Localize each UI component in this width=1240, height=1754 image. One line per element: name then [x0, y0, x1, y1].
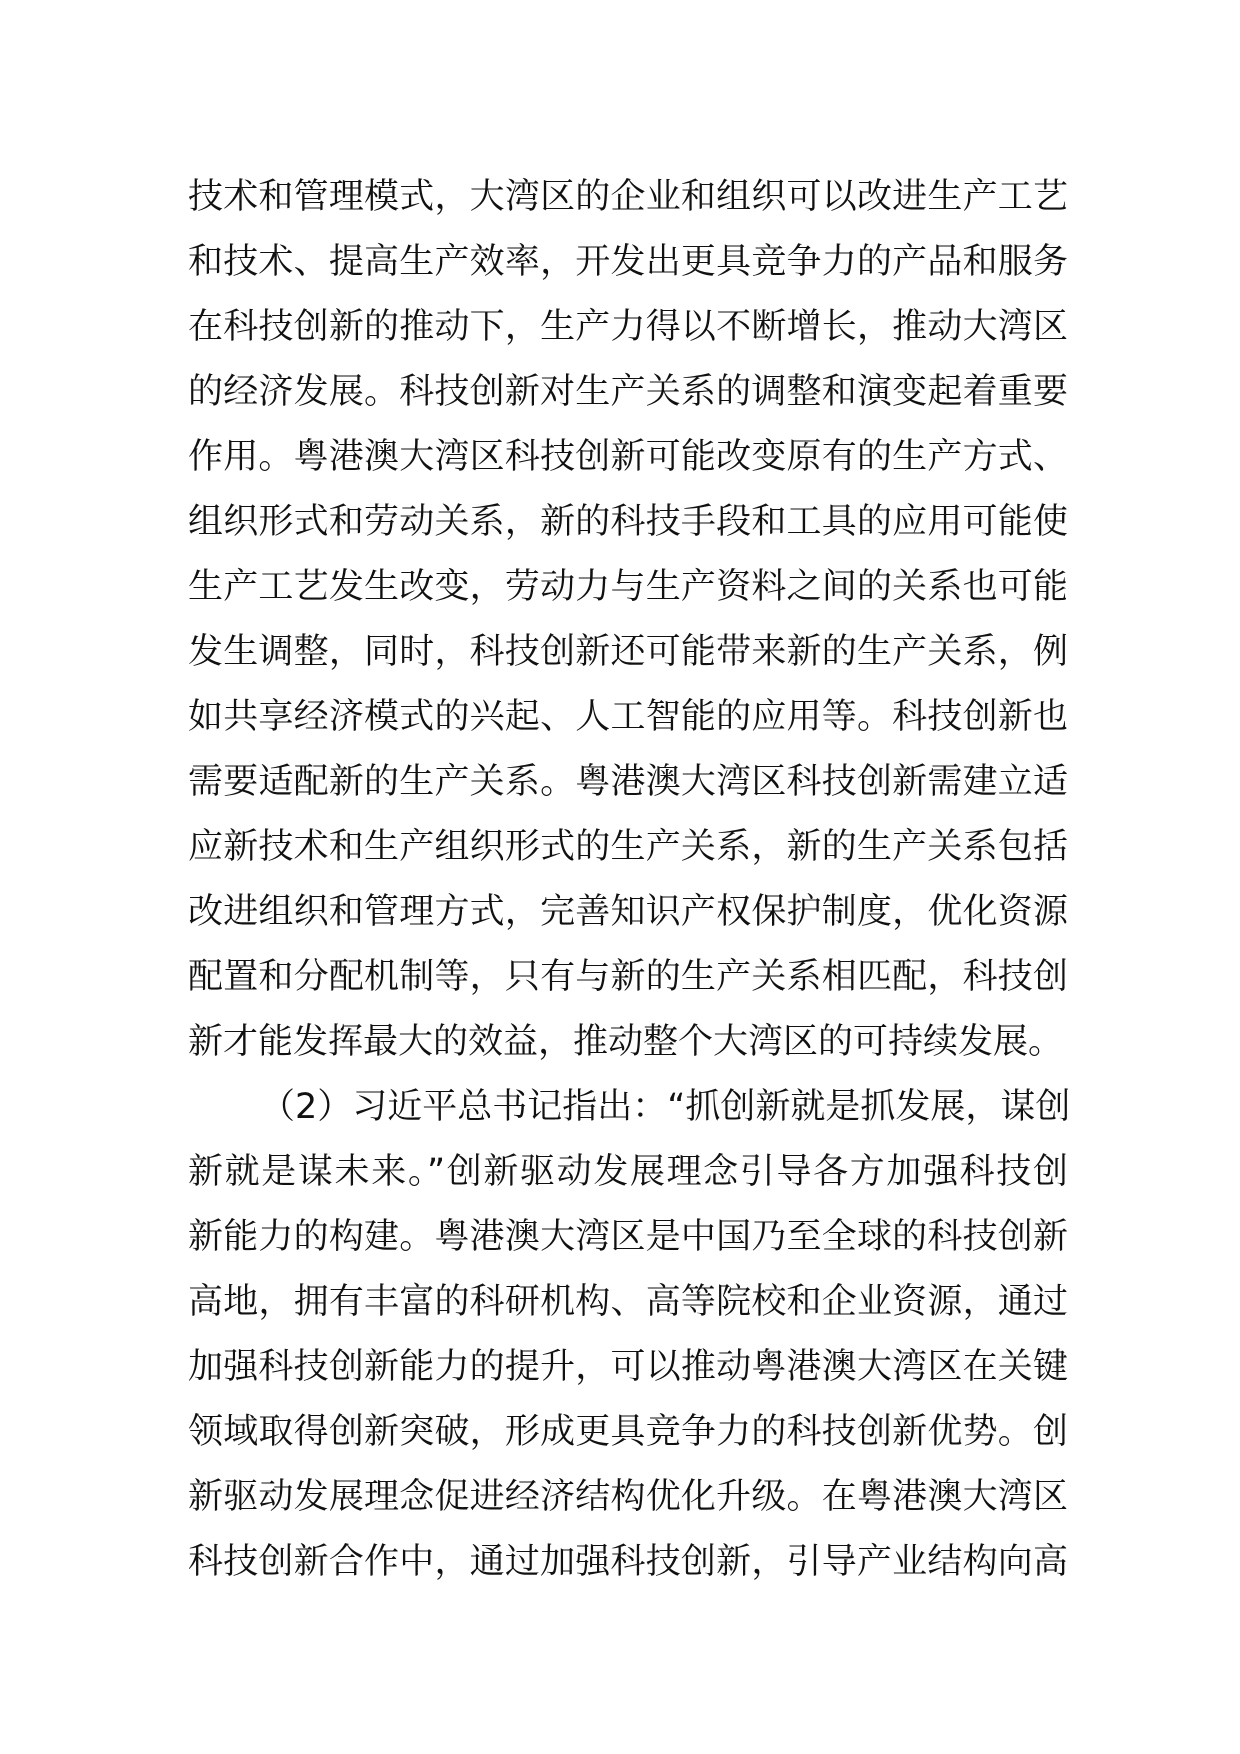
- text-line: 作用。粤港澳大湾区科技创新可能改变原有的生产方式、: [188, 437, 1068, 477]
- text-line: 配置和分配机制等，只有与新的生产关系相匹配，科技创: [188, 957, 1068, 997]
- text-line: 生产工艺发生改变，劳动力与生产资料之间的关系也可能: [188, 567, 1068, 607]
- text-line: 高地，拥有丰富的科研机构、高等院校和企业资源，通过: [188, 1282, 1068, 1322]
- text-line: 在科技创新的推动下，生产力得以不断增长，推动大湾区: [188, 307, 1068, 347]
- text-line: 如共享经济模式的兴起、人工智能的应用等。科技创新也: [188, 697, 1068, 737]
- text-line: 发生调整，同时，科技创新还可能带来新的生产关系，例: [188, 632, 1068, 672]
- text-line: 新才能发挥最大的效益，推动整个大湾区的可持续发展。: [188, 1022, 1064, 1062]
- text-line: 科技创新合作中，通过加强科技创新，引导产业结构向高: [188, 1542, 1068, 1582]
- text-line: 新驱动发展理念促进经济结构优化升级。在粤港澳大湾区: [188, 1477, 1068, 1517]
- text-line: 需要适配新的生产关系。粤港澳大湾区科技创新需建立适: [188, 762, 1068, 802]
- text-line: 改进组织和管理方式，完善知识产权保护制度，优化资源: [188, 892, 1068, 932]
- text-line: 新能力的构建。粤港澳大湾区是中国乃至全球的科技创新: [188, 1217, 1068, 1257]
- text-line: 领域取得创新突破，形成更具竞争力的科技创新优势。创: [188, 1412, 1068, 1452]
- text-line: 组织形式和劳动关系，新的科技手段和工具的应用可能使: [188, 502, 1068, 542]
- text-line: 和技术、提高生产效率，开发出更具竞争力的产品和服务: [188, 242, 1068, 282]
- body-text: [188, 165, 1071, 1595]
- text-line: 应新技术和生产组织形式的生产关系，新的生产关系包括: [188, 827, 1068, 867]
- text-line: 新就是谋未来。”创新驱动发展理念引导各方加强科技创: [188, 1152, 1068, 1192]
- text-line: 技术和管理模式，大湾区的企业和组织可以改进生产工艺: [188, 177, 1068, 217]
- paragraph-start-line: （2）习近平总书记指出：“抓创新就是抓发展，谋创: [260, 1087, 1071, 1127]
- text-line: 的经济发展。科技创新对生产关系的调整和演变起着重要: [188, 372, 1068, 412]
- text-line: 加强科技创新能力的提升，可以推动粤港澳大湾区在关键: [188, 1347, 1068, 1387]
